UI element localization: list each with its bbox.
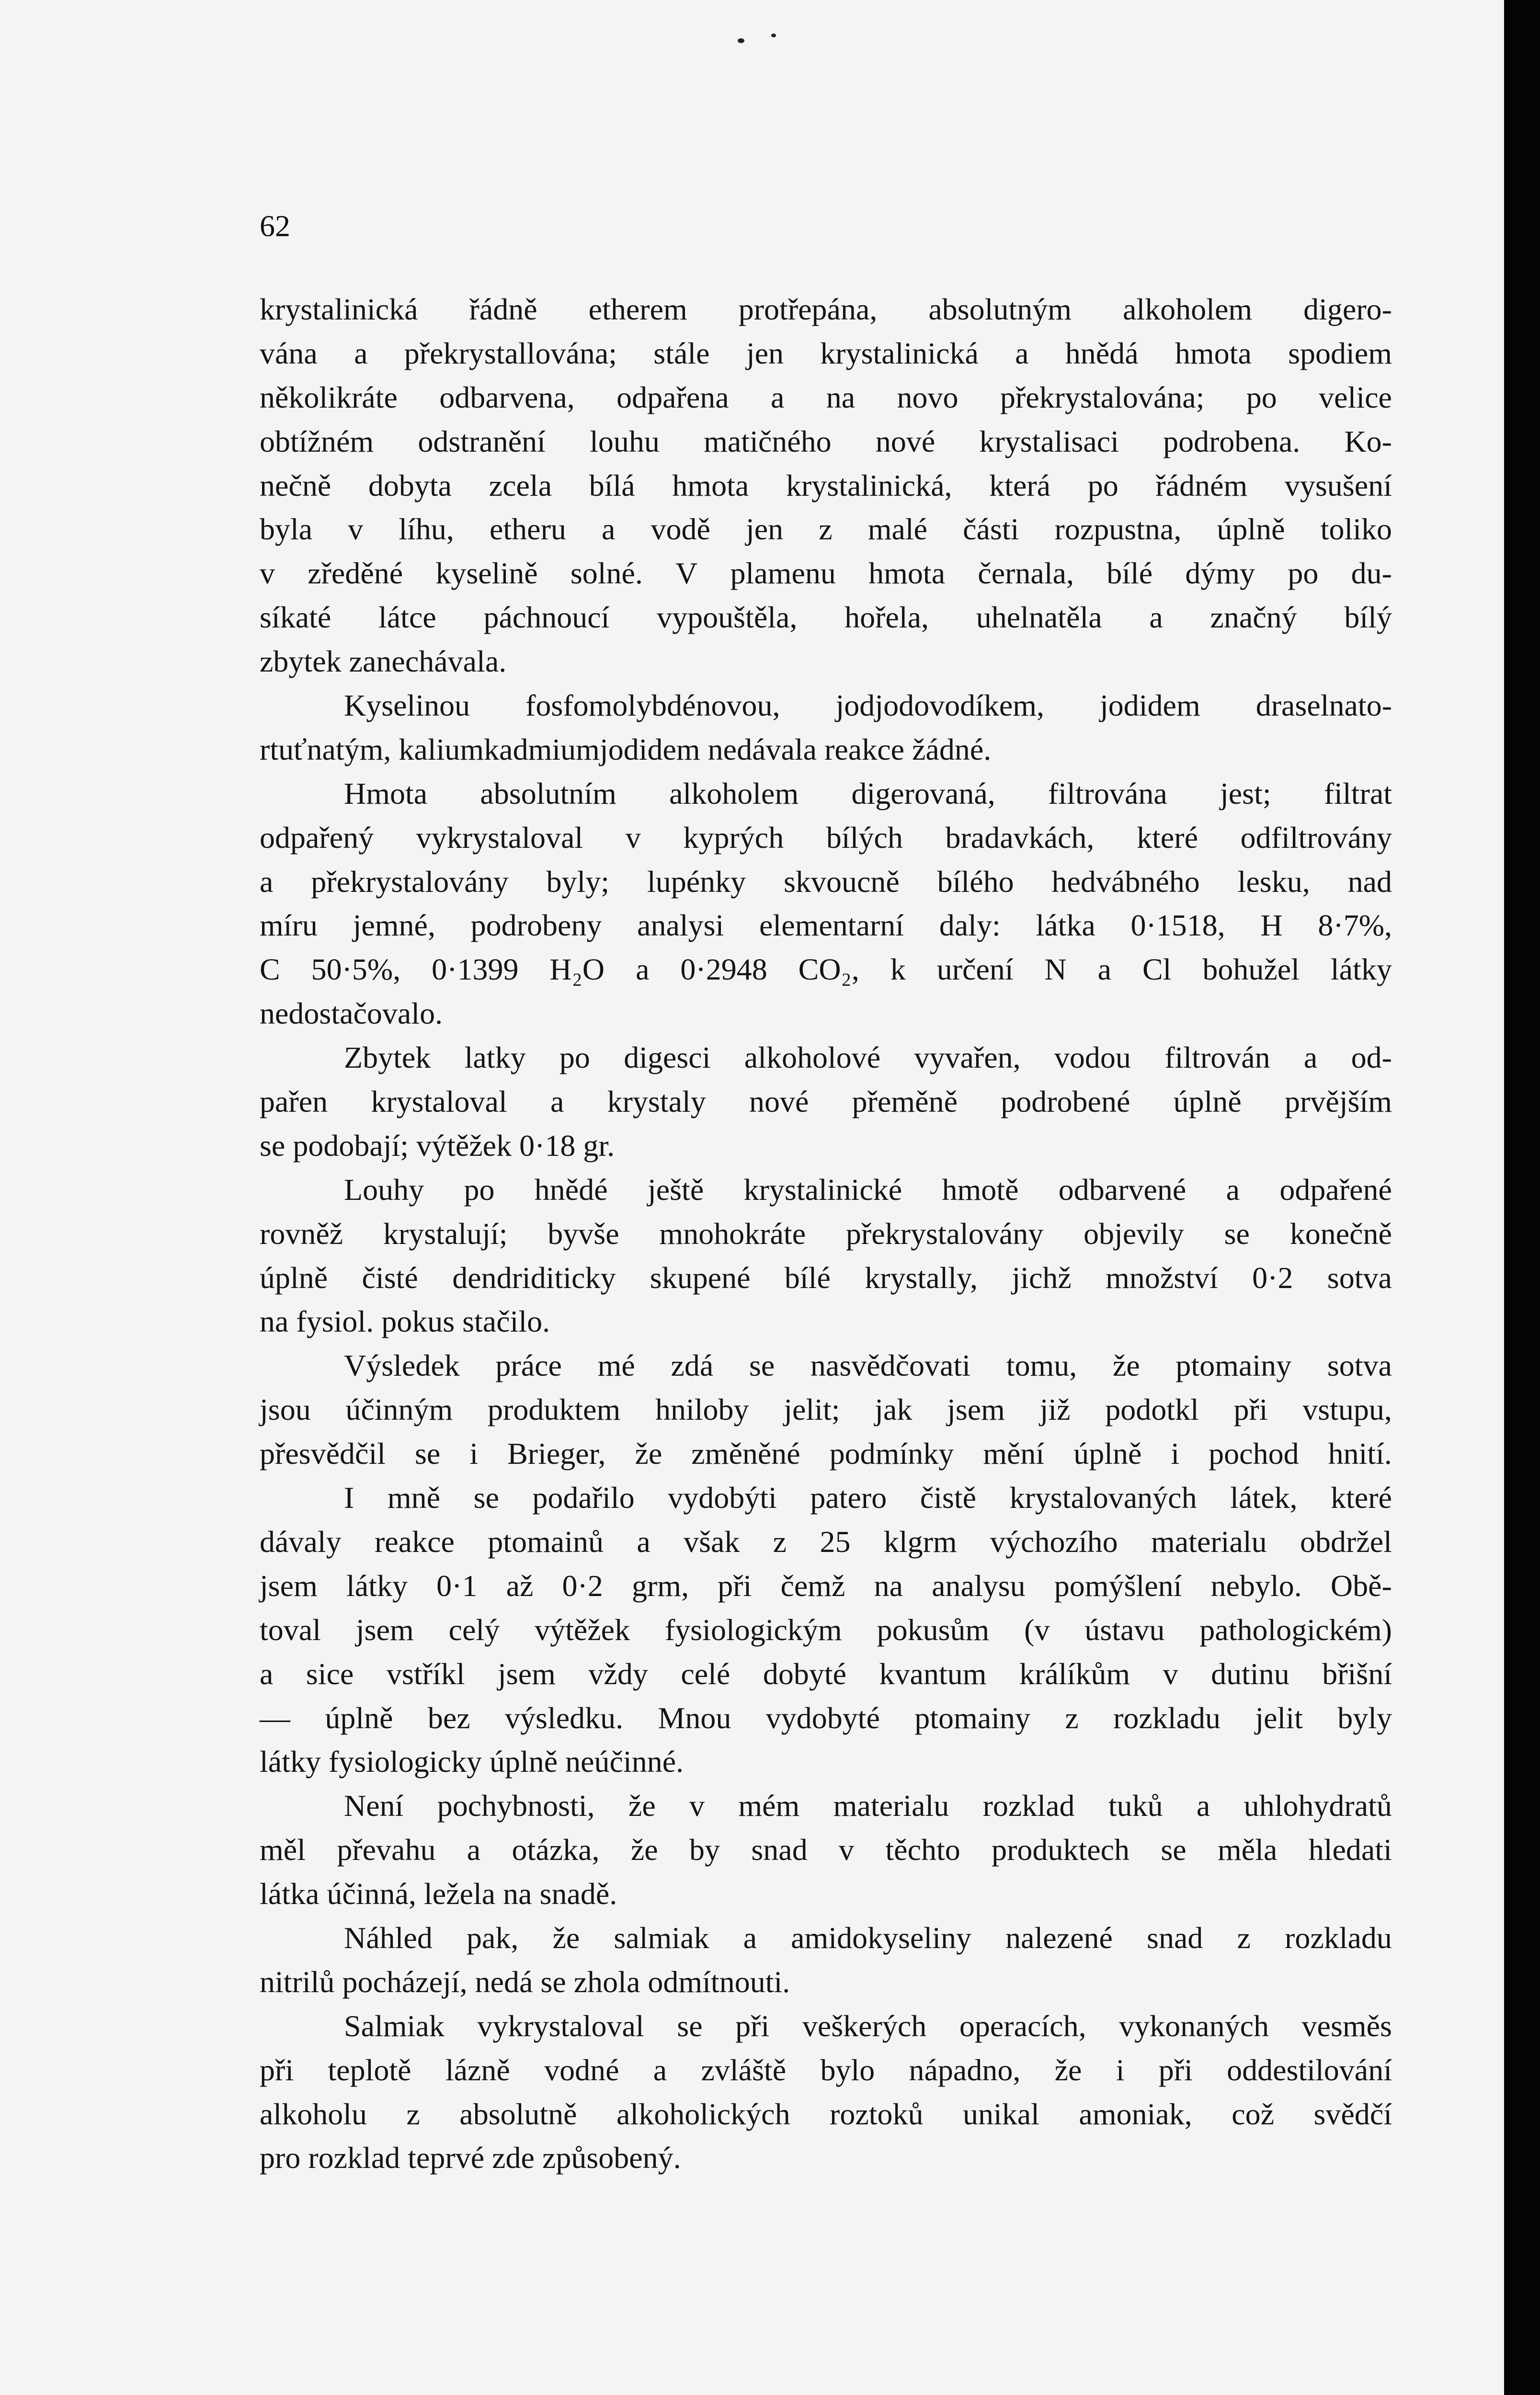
body-text [260, 287, 1392, 2180]
text-line: byla v líhu, etheru a vodě jen z malé části rozpustna, úplně toliko [260, 512, 1392, 547]
text-line: síkaté látce páchnoucí vypouštěla, hořela, uhelnatěla a značný bílý [260, 600, 1392, 635]
text-line: látky fysiologicky úplně neúčinné. [260, 1745, 684, 1779]
dust-speck [738, 38, 744, 43]
text-line: Kyselinou fosfomolybdénovou, jodjodovodíkem, jodidem draselnato- [344, 688, 1392, 723]
scan-edge [1504, 0, 1540, 2395]
text-line: Výsledek práce mé zdá se nasvědčovati tomu, že ptomainy sotva [344, 1348, 1392, 1383]
text-line: krystalinická řádně etherem protřepána, absolutným alkoholem digero- [260, 292, 1392, 326]
text-line: zbytek zanechávala. [260, 644, 507, 679]
text-line: obtížném odstranění louhu matičného nové krystalisaci podrobena. Ko- [260, 424, 1392, 458]
page-number: 62 [260, 209, 290, 243]
text-line: a sice vstříkl jsem vždy celé dobyté kvantum králíkům v dutinu břišní [260, 1656, 1392, 1691]
text-line: dávaly reakce ptomainů a však z 25 klgrm výchozího materialu obdržel [260, 1524, 1392, 1559]
text-line: toval jsem celý výtěžek fysiologickým pokusům (v ústavu pathologickém) [260, 1612, 1392, 1647]
text-line: nedostačovalo. [260, 996, 443, 1031]
text-line: odpařený vykrystaloval v kyprých bílých bradavkách, které odfiltrovány [260, 820, 1392, 855]
text-line: látka účinná, ležela na snadě. [260, 1877, 617, 1911]
text-line: Zbytek latky po digesci alkoholové vyvařen, vodou filtrován a od- [344, 1040, 1392, 1075]
text-line: pařen krystaloval a krystaly nové přeměně podrobené úplně prvějším [260, 1084, 1392, 1119]
text-line: rovněž krystalují; byvše mnohokráte překrystalovány objevily se konečně [260, 1216, 1392, 1251]
text-line: jsou účinným produktem hniloby jelit; jak jsem již podotkl při vstupu, [260, 1392, 1392, 1427]
text-line: Hmota absolutním alkoholem digerovaná, filtrována jest; filtrat [344, 776, 1392, 810]
dust-speck [771, 34, 776, 37]
text-line: nečně dobyta zcela bílá hmota krystalinická, která po řádném vysušení [260, 468, 1392, 502]
text-line: alkoholu z absolutně alkoholických roztoků unikal amoniak, což svědčí [260, 2097, 1392, 2131]
text-line: měl převahu a otázka, že by snad v těchto produktech se měla hledati [260, 1833, 1392, 1867]
text-line: míru jemné, podrobeny analysi elementarní daly: látka 0·1518, H 8·7%, [260, 908, 1392, 943]
text-line: na fysiol. pokus stačilo. [260, 1304, 550, 1339]
text-line: v zředěné kyselině solné. V plamenu hmota černala, bílé dýmy po du- [260, 556, 1392, 591]
text-line: rtuťnatým, kaliumkadmiumjodidem nedávala reakce žádné. [260, 732, 992, 766]
text-line: Salmiak vykrystaloval se při veškerých operacích, vykonaných vesměs [344, 2008, 1392, 2043]
text-line: pro rozklad teprvé zde způsobený. [260, 2141, 681, 2175]
text-line: Náhled pak, že salmiak a amidokyseliny nalezené snad z rozkladu [344, 1920, 1392, 1955]
text-line: vána a překrystallována; stále jen krystalinická a hnědá hmota spodiem [260, 336, 1392, 370]
text-line: několikráte odbarvena, odpařena a na novo překrystalována; po velice [260, 380, 1392, 414]
text-line: Není pochybnosti, že v mém materialu rozklad tuků a uhlohydratů [344, 1789, 1392, 1823]
text-line: Louhy po hnědé ještě krystalinické hmotě odbarvené a odpařené [344, 1172, 1392, 1207]
text-line: přesvědčil se i Brieger, že změněné podmínky mění úplně i pochod hnití. [260, 1437, 1392, 1471]
text-line: I mně se podařilo vydobýti patero čistě krystalovaných látek, které [344, 1481, 1392, 1515]
text-line: při teplotě lázně vodné a zvláště bylo nápadno, že i při oddestilování [260, 2053, 1392, 2087]
text-line: nitrilů pocházejí, nedá se zhola odmítnouti. [260, 1964, 790, 1999]
text-line: a překrystalovány byly; lupénky skvoucně bílého hedvábného lesku, nad [260, 864, 1392, 899]
text-line: se podobají; výtěžek 0·18 gr. [260, 1128, 615, 1163]
text-line: úplně čisté dendriditicky skupené bílé krystally, jichž množství 0·2 sotva [260, 1260, 1392, 1295]
text-line: C 50·5%, 0·1399 H₂O a 0·2948 CO₂, k určení N a Cl bohužel látky [260, 952, 1392, 987]
text-line: — úplně bez výsledku. Mnou vydobyté ptomainy z rozkladu jelit byly [260, 1700, 1392, 1735]
text-line: jsem látky 0·1 až 0·2 grm, při čemž na analysu pomýšlení nebylo. Obě- [260, 1568, 1392, 1603]
